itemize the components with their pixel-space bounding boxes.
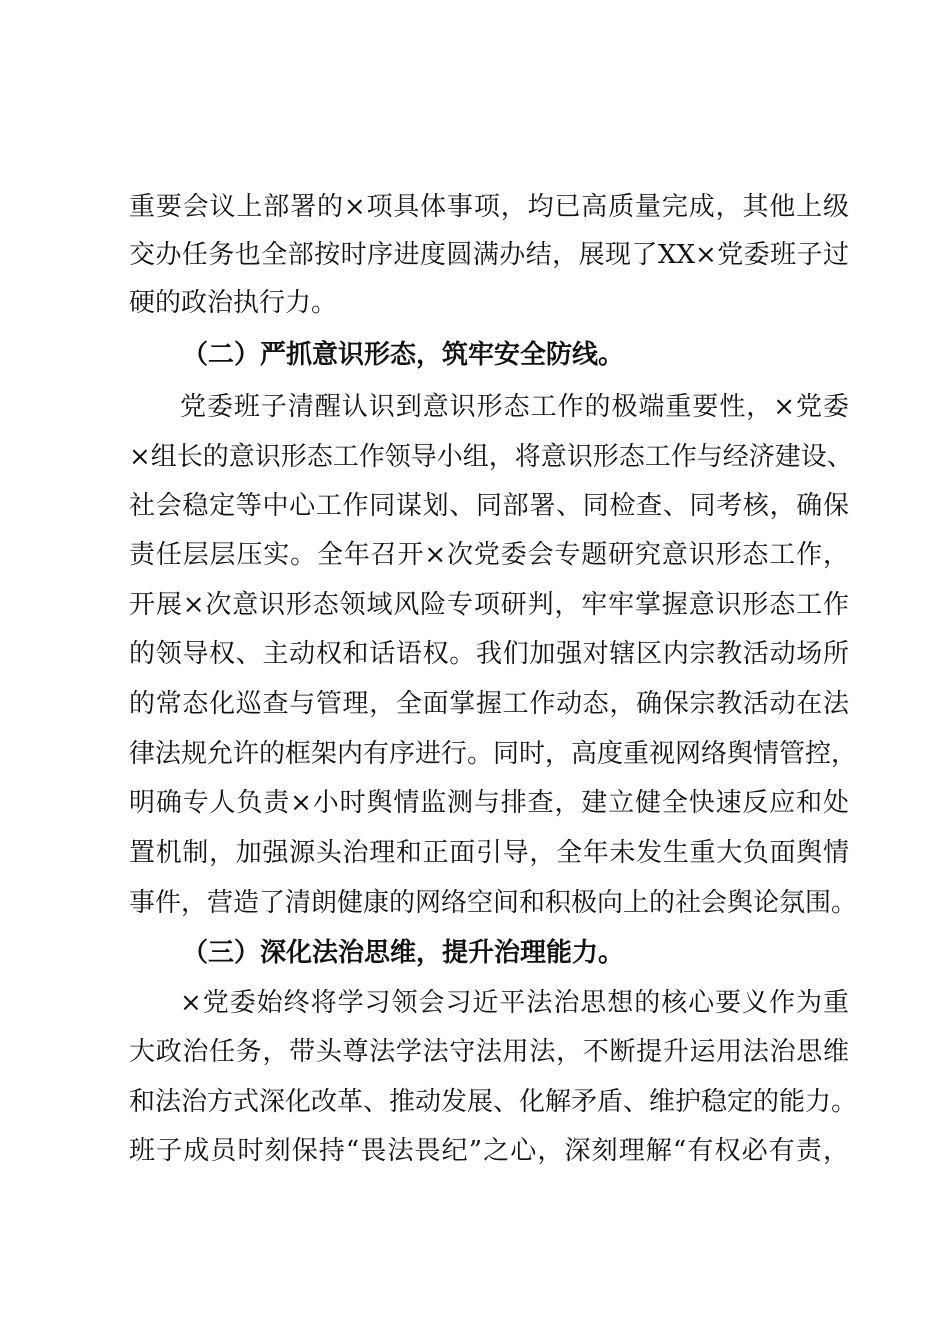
paragraph-line: 重要会议上部署的×项具体事项，均已高质量完成，其他上级 — [129, 192, 849, 222]
paragraph-line: 责任层层压实。全年召开×次党委会专题研究意识形态工作， — [129, 540, 849, 570]
paragraph-line: 党委班子清醒认识到意识形态工作的极端重要性，×党委 — [180, 392, 849, 422]
paragraph-line: 事件，营造了清朗健康的网络空间和积极向上的社会舆论氛围。 — [129, 888, 858, 918]
paragraph-line: 的领导权、主动权和话语权。我们加强对辖区内宗教活动场所 — [129, 639, 849, 669]
paragraph-line: 置机制，加强源头治理和正面引导，全年未发生重大负面舆情 — [129, 838, 849, 868]
paragraph-line: 大政治任务，带头尊法学法守法用法，不断提升运用法治思维 — [129, 1037, 849, 1067]
paragraph-line: 明确专人负责×小时舆情监测与排查，建立健全快速反应和处 — [129, 788, 849, 818]
paragraph-line: 社会稳定等中心工作同谋划、同部署、同检查、同考核，确保 — [129, 491, 849, 521]
paragraph-line: 硬的政治执行力。 — [129, 288, 338, 318]
paragraph-line: 班子成员时刻保持“畏法畏纪”之心，深刻理解“有权必有责， — [129, 1136, 849, 1166]
paragraph-line: 和法治方式深化改革、推动发展、化解矛盾、维护稳定的能力。 — [129, 1087, 858, 1117]
section-heading-3: （三）深化法治思维，提升治理能力。 — [182, 938, 625, 968]
paragraph-line: ×党委始终将学习领会习近平法治思想的核心要义作为重 — [180, 988, 849, 1018]
paragraph-line: 的常态化巡查与管理，全面掌握工作动态，确保宗教活动在法 — [129, 689, 849, 719]
paragraph-line: 交办任务也全部按时序进度圆满办结，展现了XX×党委班子过 — [129, 240, 849, 270]
section-heading-2: （二）严抓意识形态，筑牢安全防线。 — [182, 340, 625, 370]
paragraph-line: ×组长的意识形态工作领导小组，将意识形态工作与经济建设、 — [129, 442, 853, 472]
paragraph-line: 开展×次意识形态领域风险专项研判，牢牢掌握意识形态工作 — [129, 590, 849, 620]
paragraph-line: 律法规允许的框架内有序进行。同时，高度重视网络舆情管控， — [129, 739, 858, 769]
